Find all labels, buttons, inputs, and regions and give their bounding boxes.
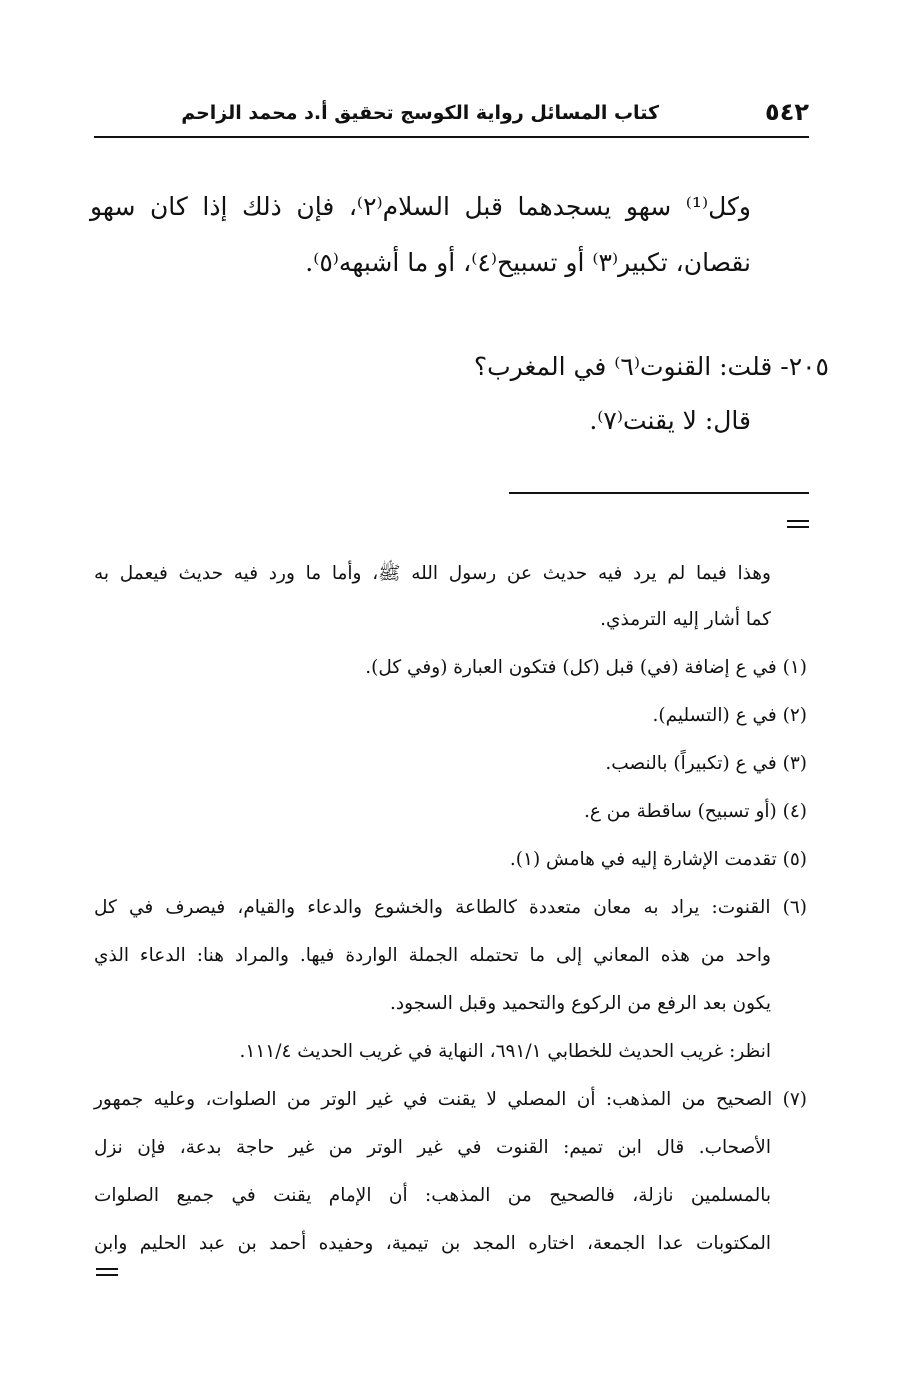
answer-205: قال: لا يقنت⁽٧⁾. (589, 406, 751, 435)
page-number: ٥٤٢ (765, 98, 809, 126)
footnote-5: (٥) تقدمت الإشارة إليه في هامش (١). (509, 849, 807, 870)
footnote-6-line-2: واحد من هذه المعاني إلى ما تحتمله الجملة الواردة فيها. والمراد هنا: الدعاء الذي (94, 945, 771, 966)
footnote-6-line-1: (٦) القنوت: يراد به معان متعددة كالطاعة والخشوع والدعاء والقيام، فيصرف في كل (94, 897, 807, 918)
footnote-7-line-2: الأصحاب. قال ابن تميم: القنوت في غير الوتر من غير حاجة بدعة، فإن نزل (94, 1137, 771, 1158)
footnote-continuation-line-1: وهذا فيما لم يرد فيه حديث عن رسول الله ﷺ، وأما ما ورد فيه حديث فيعمل به (94, 563, 771, 584)
header-rule (94, 136, 809, 138)
footnote-3: (٣) في ع (تكبيراً) بالنصب. (605, 753, 807, 774)
footnote-continuation-line-2: كما أشار إليه الترمذي. (600, 609, 771, 630)
running-title: كتاب المسائل رواية الكوسج تحقيق أ.د محمد الزاحم (181, 102, 659, 124)
footnote-1: (١) في ع إضافة (في) قبل (كل) فتكون العبارة (وفي كل). (365, 657, 807, 678)
footnote-7-line-4: المكتوبات عدا الجمعة، اختاره المجد بن تيمية، وحفيده أحمد بن عبد الحليم وابن (94, 1233, 771, 1254)
footnote-4: (٤) (أو تسبيح) ساقطة من ع. (583, 801, 807, 822)
footnote-separator (509, 492, 809, 494)
question-205: ٢٠٥- قلت: القنوت⁽٦⁾ في المغرب؟ (473, 352, 829, 381)
footnote-2: (٢) في ع (التسليم). (652, 705, 807, 726)
continuation-mark-bottom (96, 1268, 118, 1280)
main-text-line-2: نقصان، تكبير⁽٣⁾ أو تسبيح⁽٤⁾، أو ما أشبهه⁽٥⁾. (305, 248, 751, 277)
main-text-line-1: وكل⁽¹⁾ سهو يسجدهما قبل السلام⁽٢⁾، فإن ذلك إذا كان سهو (90, 192, 751, 221)
continuation-mark-top (787, 520, 809, 532)
page-header (94, 96, 809, 138)
footnote-6-line-4: انظر: غريب الحديث للخطابي ٦٩١/١، النهاية في غريب الحديث ١١١/٤. (239, 1041, 771, 1062)
footnote-6-line-3: يكون بعد الرفع من الركوع والتحميد وقبل السجود. (389, 993, 771, 1014)
footnote-7-line-1: (٧) الصحيح من المذهب: أن المصلي لا يقنت في غير الوتر من الصلوات، وعليه جمهور (94, 1089, 807, 1110)
footnote-7-line-3: بالمسلمين نازلة، فالصحيح من المذهب: أن الإمام يقنت في جميع الصلوات (94, 1185, 771, 1206)
